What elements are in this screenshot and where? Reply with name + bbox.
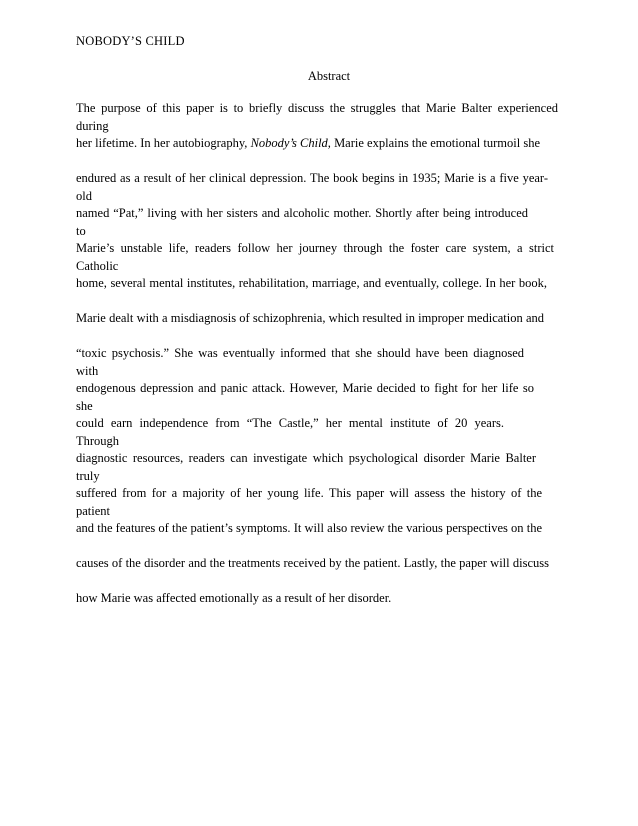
paragraph-line-7: Marie dealt with a misdiagnosis of schizophrenia, which resulted in improper medication and [76, 311, 544, 325]
paragraph-line-12: suffered from for a majority of her young life. This paper will assess the history of the patient [76, 486, 542, 518]
paragraph-line-2 [76, 134, 540, 169]
paragraph-line-8: “toxic psychosis.” She was eventually informed that she should have been diagnosed with [76, 346, 524, 378]
running-head: NOBODY’S CHILD [76, 34, 185, 48]
paragraph-line-10: could earn independence from “The Castle,” her mental institute of 20 years. Through [76, 416, 504, 448]
paragraph-line-15: how Marie was affected emotionally as a result of her disorder. [76, 591, 392, 605]
paragraph-line-13: and the features of the patient’s symptoms. It will also review the various perspectives on the [76, 521, 542, 535]
abstract-paragraph [76, 99, 576, 624]
line-2-text-after: Marie explains the emotional turmoil she [334, 136, 540, 150]
paragraph-line-3: endured as a result of her clinical depression. The book begins in 1935; Marie is a five year-old [76, 171, 548, 203]
book-title: Nobody’s Child, [250, 136, 331, 150]
paragraph-line-5: Marie’s unstable life, readers follow her journey through the foster care system, a strict Catholic [76, 241, 554, 273]
paragraph-line-14: causes of the disorder and the treatments received by the patient. Lastly, the paper will discuss [76, 556, 549, 570]
paragraph-line-6: home, several mental institutes, rehabilitation, marriage, and eventually, college. In her book, [76, 276, 547, 290]
line-2-text-before: her lifetime. In her autobiography, [76, 136, 248, 150]
paragraph-line-4: named “Pat,” living with her sisters and alcoholic mother. Shortly after being introduced to [76, 206, 528, 238]
paragraph-line-1: The purpose of this paper is to briefly discuss the struggles that Marie Balter experienced during [76, 101, 558, 133]
abstract-heading: Abstract [307, 69, 351, 83]
paragraph-line-9: endogenous depression and panic attack. However, Marie decided to fight for her life so she [76, 381, 534, 413]
paragraph-line-11: diagnostic resources, readers can investigate which psychological disorder Marie Balter truly [76, 451, 536, 483]
